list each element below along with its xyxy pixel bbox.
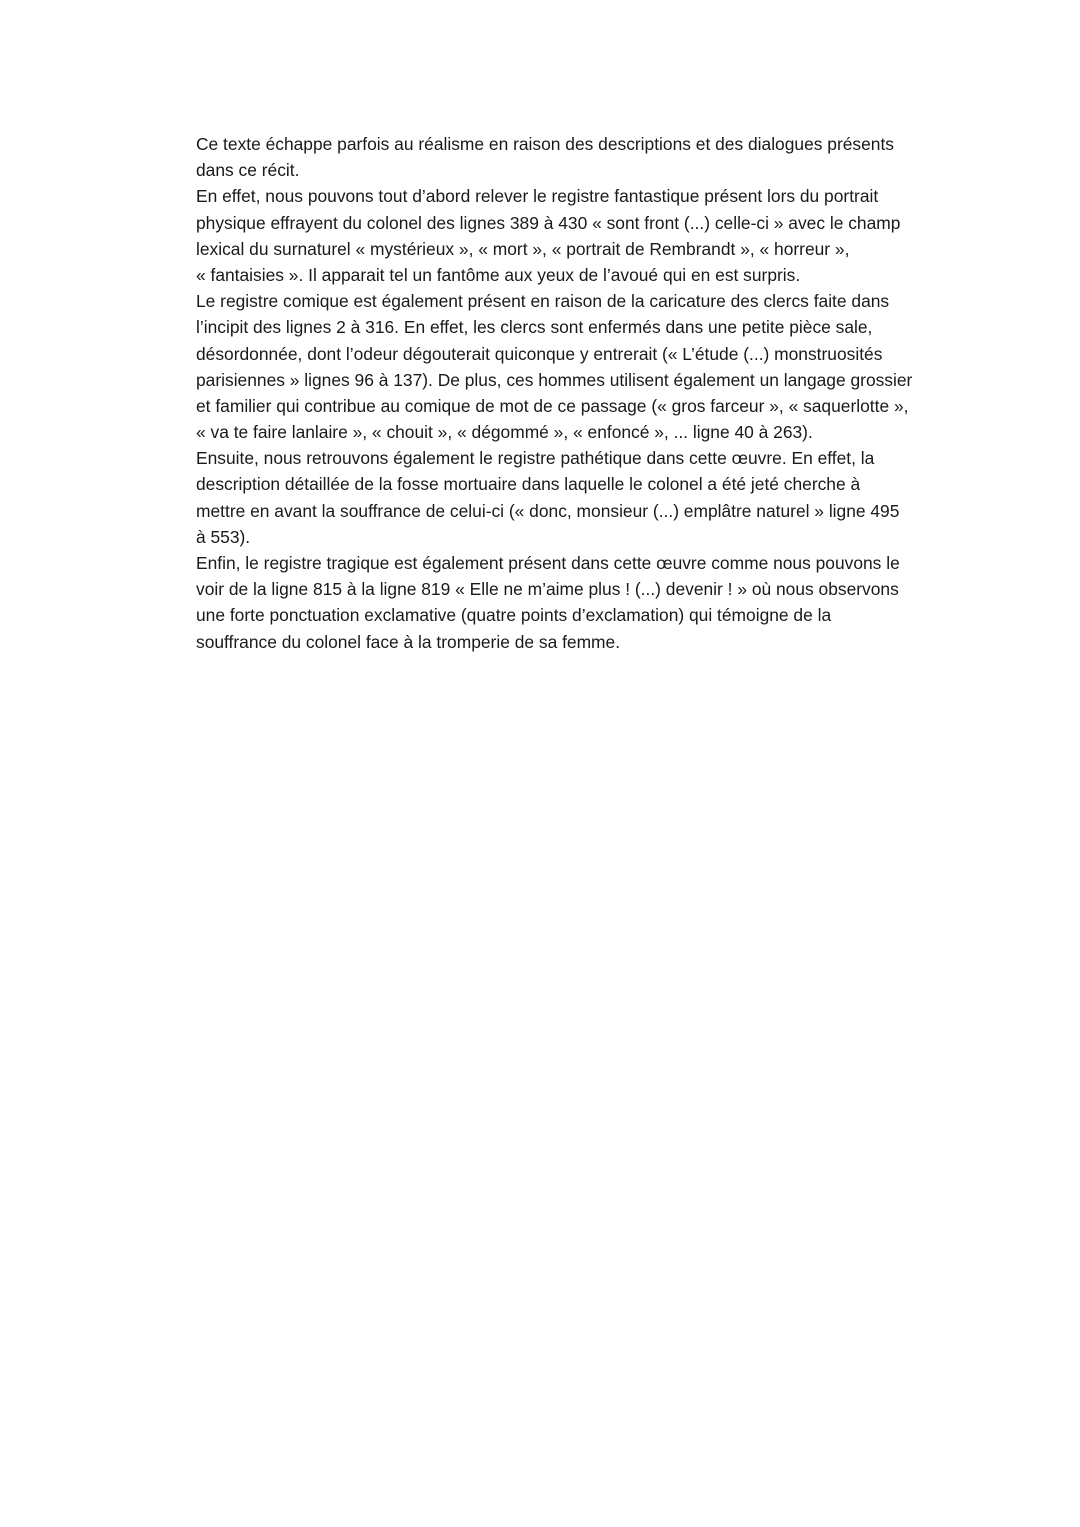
text-line: En effet, nous pouvons tout d’abord relever le registre fantastique présent lors du portrait (196, 186, 879, 207)
text-line: à 553). (196, 526, 251, 547)
text-line: « va te faire lanlaire », « chouit », « dégommé », « enfoncé », ... ligne 40 à 263). (196, 422, 813, 443)
text-line: Enfin, le registre tragique est également présent dans cette œuvre comme nous pouvons le (196, 553, 900, 573)
text-line: lexical du surnaturel « mystérieux », « mort », « portrait de Rembrandt », « horreur », (196, 238, 850, 259)
text-line: voir de la ligne 815 à la ligne 819 « Elle ne m’aime plus ! (...) devenir ! » où nous observons (196, 579, 899, 600)
text-line: l’incipit des lignes 2 à 316. En effet, les clercs sont enfermés dans une petite pièce sale, (196, 317, 873, 338)
text-line: physique effrayent du colonel des lignes 389 à 430 « sont front (...) celle-ci » avec le champ (196, 212, 901, 233)
text-line: mettre en avant la souffrance de celui-ci (« donc, monsieur (...) emplâtre naturel » ligne 495 (196, 500, 900, 521)
text-line: désordonnée, dont l’odeur dégouterait quiconque y entrerait (« L’étude (...) monstruosités (196, 343, 883, 364)
text-line: et familier qui contribue au comique de mot de ce passage (« gros farceur », « saquerlotte », (196, 395, 909, 416)
text-line: parisiennes » lignes 96 à 137). De plus, ces hommes utilisent également un langage grossier (196, 369, 913, 390)
text-line: description détaillée de la fosse mortuaire dans laquelle le colonel a été jeté cherche à (196, 474, 861, 495)
text-line: souffrance du colonel face à la tromperie de sa femme. (196, 631, 621, 652)
text-line: « fantaisies ». Il apparait tel un fantôme aux yeux de l’avoué qui en est surpris. (196, 264, 801, 285)
text-line: Ce texte échappe parfois au réalisme en raison des descriptions et des dialogues présents (196, 134, 894, 154)
text-line: dans ce récit. (196, 160, 300, 181)
text-line: une forte ponctuation exclamative (quatre points d’exclamation) qui témoigne de la (196, 605, 832, 626)
body-text (196, 131, 956, 655)
text-line: Le registre comique est également présent en raison de la caricature des clercs faite dans (196, 291, 890, 312)
text-line: Ensuite, nous retrouvons également le registre pathétique dans cette œuvre. En effet, la (196, 448, 875, 469)
